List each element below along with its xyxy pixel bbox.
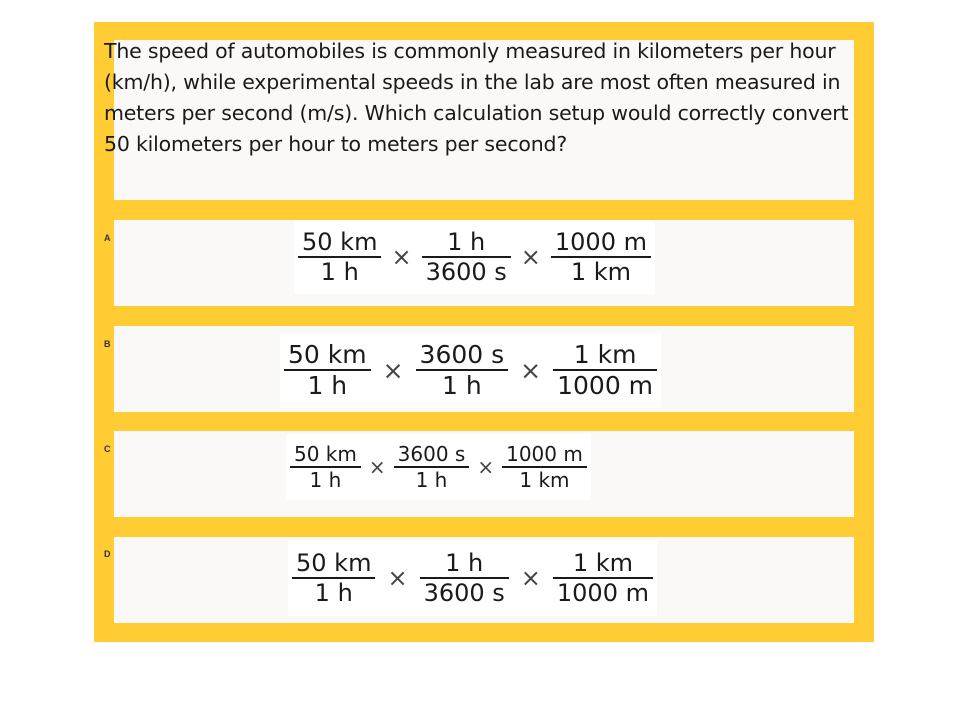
numerator: 50 km bbox=[296, 549, 372, 577]
option-a-expression bbox=[294, 220, 655, 294]
denominator: 1 h bbox=[442, 371, 482, 400]
times-symbol: × bbox=[382, 355, 404, 385]
fraction bbox=[284, 340, 371, 400]
numerator: 3600 s bbox=[397, 442, 466, 466]
fraction bbox=[502, 442, 587, 492]
fraction bbox=[553, 549, 653, 607]
times-symbol: × bbox=[477, 455, 495, 479]
denominator: 1 h bbox=[314, 579, 353, 607]
times-symbol: × bbox=[520, 355, 542, 385]
numerator: 3600 s bbox=[419, 340, 505, 369]
fraction bbox=[420, 549, 509, 607]
times-symbol: × bbox=[368, 455, 386, 479]
option-c-expression bbox=[286, 434, 591, 500]
times-symbol: × bbox=[520, 243, 541, 271]
times-symbol: × bbox=[520, 564, 541, 592]
fraction bbox=[394, 442, 470, 492]
option-letter-d: D bbox=[104, 549, 111, 559]
numerator: 1 km bbox=[572, 549, 634, 577]
fraction bbox=[553, 340, 657, 400]
denominator: 1 h bbox=[415, 468, 448, 492]
fraction bbox=[290, 442, 361, 492]
times-symbol: × bbox=[387, 564, 408, 592]
numerator: 50 km bbox=[294, 442, 357, 466]
fraction bbox=[422, 228, 511, 286]
question-text: The speed of automobiles is commonly measured in kilometers per hour (km/h), while experimental speeds in the lab are most often measured in meters per second (m/s). Which calculation setup would correctly convert 50 kilometers per hour to meters per second? bbox=[104, 39, 849, 156]
denominator: 1 h bbox=[320, 258, 359, 286]
option-d-expression bbox=[288, 540, 657, 616]
numerator: 50 km bbox=[302, 228, 378, 256]
denominator: 1 h bbox=[309, 468, 342, 492]
numerator: 50 km bbox=[288, 340, 367, 369]
denominator: 3600 s bbox=[425, 258, 507, 286]
numerator: 1 km bbox=[573, 340, 637, 369]
denominator: 1 km bbox=[570, 258, 632, 286]
numerator: 1 h bbox=[447, 228, 486, 256]
numerator: 1000 m bbox=[554, 228, 647, 256]
times-symbol: × bbox=[391, 243, 412, 271]
denominator: 1 h bbox=[307, 371, 348, 400]
fraction bbox=[551, 228, 651, 286]
fraction bbox=[292, 549, 375, 607]
denominator: 1000 m bbox=[557, 371, 654, 400]
numerator: 1000 m bbox=[506, 442, 583, 466]
option-letter-b: B bbox=[104, 339, 111, 349]
option-letter-a: A bbox=[104, 233, 111, 243]
option-letter-c: C bbox=[104, 444, 111, 454]
option-b-expression bbox=[280, 332, 661, 408]
fraction bbox=[298, 228, 381, 286]
numerator: 1 h bbox=[445, 549, 484, 577]
denominator: 3600 s bbox=[423, 579, 505, 607]
denominator: 1 km bbox=[519, 468, 570, 492]
fraction bbox=[416, 340, 509, 400]
denominator: 1000 m bbox=[556, 579, 649, 607]
